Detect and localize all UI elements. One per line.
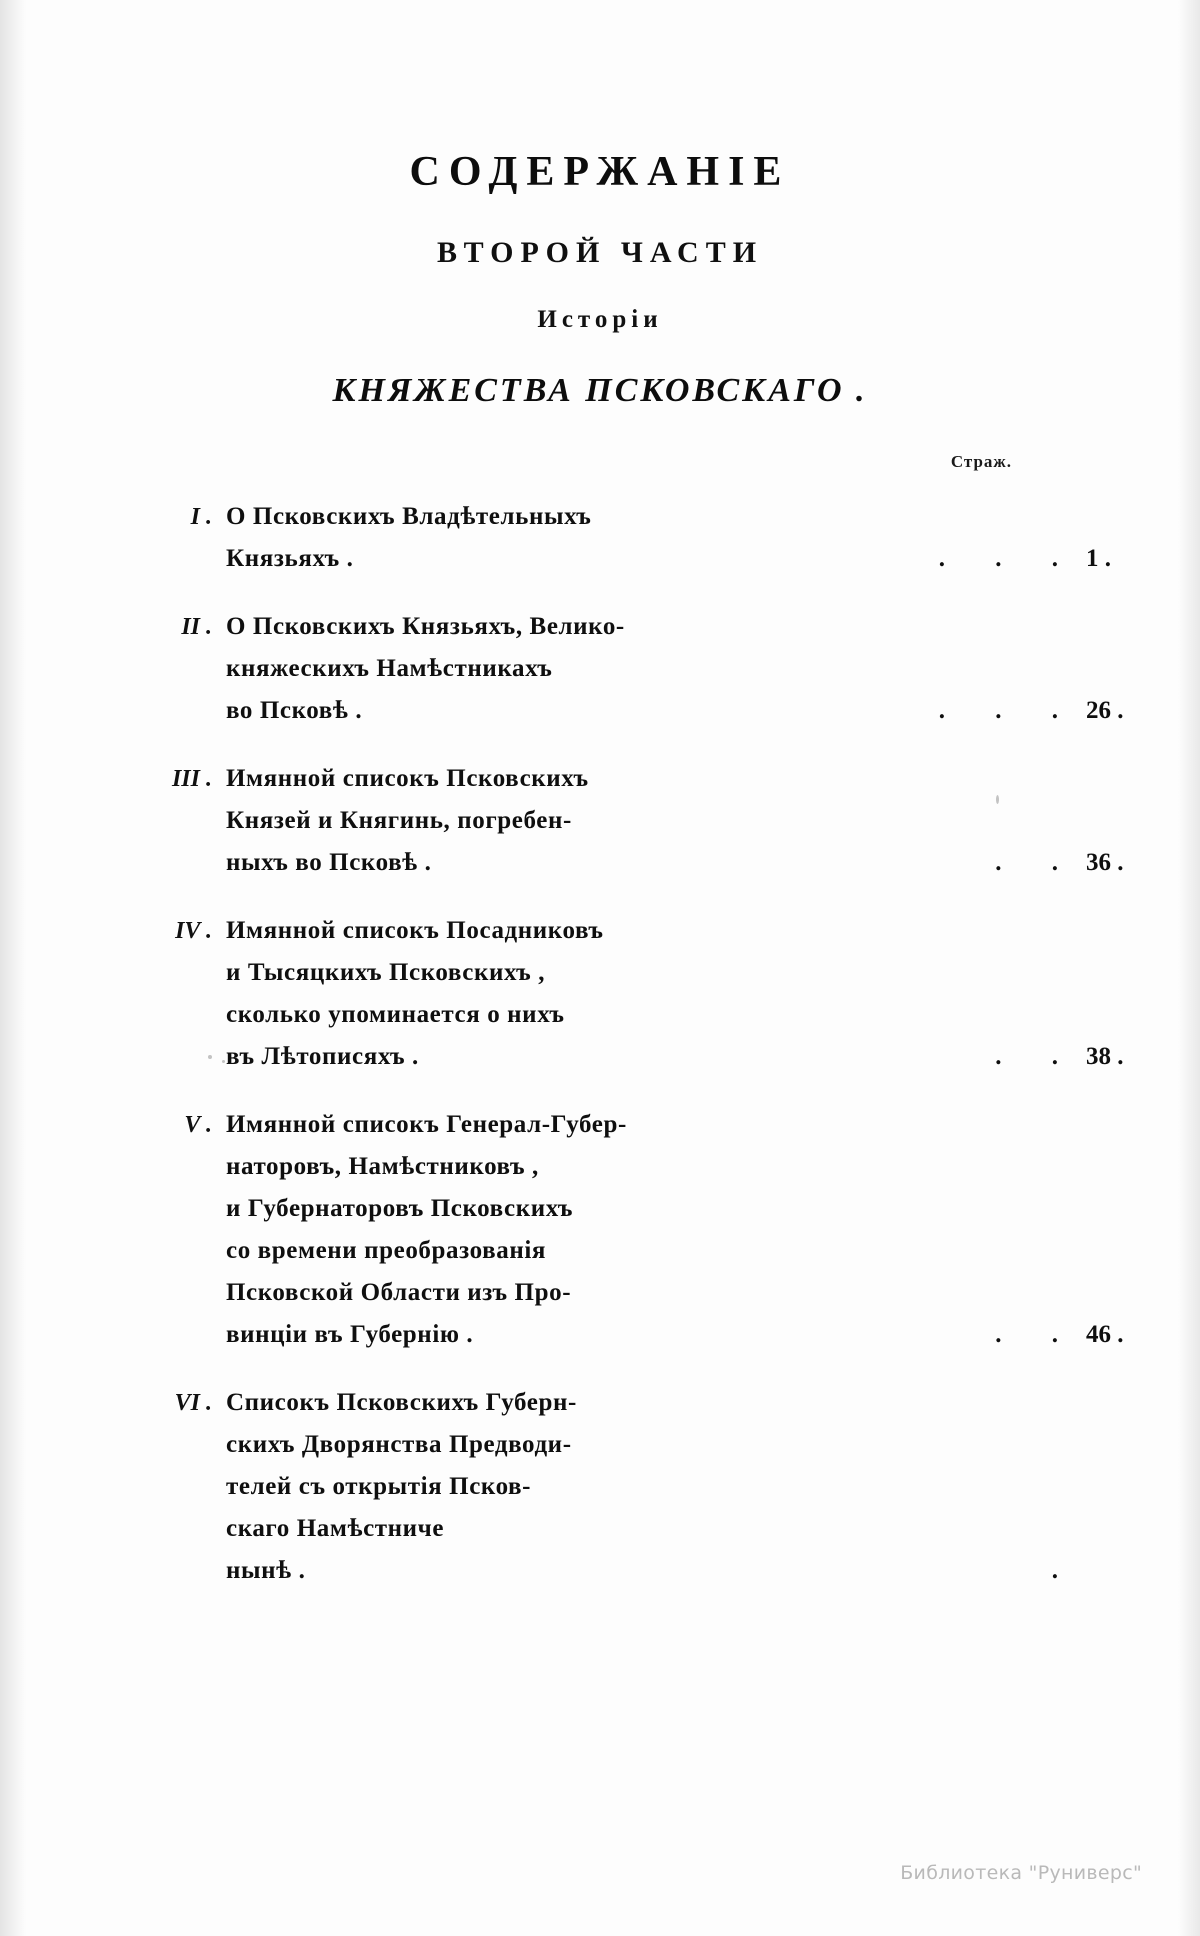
toc-entry-line: и Тысяцкихъ Псковскихъ , <box>226 959 546 986</box>
toc-entry-line-last <box>226 690 1080 732</box>
toc-entry-text <box>226 1382 1080 1592</box>
scan-speck <box>208 1055 212 1059</box>
toc-entry-line: во Псковѣ . <box>226 697 363 724</box>
toc-entry-line: Псковской Области изъ Про- <box>226 1279 572 1306</box>
toc-entry-line: сколько упоминается о нихъ <box>226 1001 565 1028</box>
page-subtitle: ВТОРОЙ ЧАСТИ <box>436 236 764 269</box>
toc-entry-line-last <box>226 1036 1080 1078</box>
page-content <box>120 120 1124 1618</box>
toc-entry-line: въ Лѣтописяхъ . <box>226 1043 419 1070</box>
toc-entry-number: I . <box>190 504 212 530</box>
toc-entry-text <box>226 1104 1124 1356</box>
toc-entry-text <box>226 496 1111 580</box>
toc-entry-number: VI . <box>174 1390 212 1416</box>
toc-leader-dots: . . <box>995 849 1080 876</box>
toc-entry-line: и Губернаторовъ Псковскихъ <box>226 1195 574 1222</box>
toc-entry-line: Списокъ Псковскихъ Губерн- <box>226 1389 577 1416</box>
toc-entry-line: телей съ открытія Псков- <box>226 1473 532 1500</box>
toc-leader-dots: . . <box>995 1043 1080 1070</box>
toc-entry-number: V . <box>184 1112 212 1138</box>
toc-entry-number: III . <box>171 766 212 792</box>
page-column-header <box>120 452 1080 488</box>
toc-entry-page: 1 . <box>1086 545 1111 572</box>
toc-entry-line: винціи въ Губернію . <box>226 1321 474 1348</box>
toc-leader-dots: . . <box>995 1321 1080 1348</box>
toc-entry-line: ныхъ во Псковѣ . <box>226 849 432 876</box>
toc-entry-line: со времени преобразованія <box>226 1237 546 1264</box>
toc-entry-line: нынѣ . <box>226 1557 306 1584</box>
toc-leader-dots: . . . <box>938 545 1080 572</box>
toc-entry-number: IV . <box>175 918 212 944</box>
toc-entry-line-last <box>226 1550 1080 1592</box>
page-title: СОДЕРЖАНІЕ <box>409 149 791 195</box>
toc-entry-line-last <box>226 538 1080 580</box>
toc-entry-line: скихъ Дворянства Предводи- <box>226 1431 572 1458</box>
toc-entry-line: О Псковскихъ Князьяхъ, Велико- <box>226 613 625 640</box>
toc-entry-line: княжескихъ Намѣстникахъ <box>226 655 553 682</box>
toc-entry-page: 38 . <box>1086 1043 1124 1070</box>
toc-leader-dots: . <box>1051 1557 1080 1584</box>
page-column-label: Страж. <box>950 452 1012 471</box>
toc-entry[interactable] <box>120 606 1124 732</box>
scan-speck <box>222 1060 225 1063</box>
toc-entry-page: 26 . <box>1086 697 1124 724</box>
toc-entry-line: Князьяхъ . <box>226 545 354 572</box>
toc-leader-dots: . . . <box>938 697 1080 724</box>
page-work-title: КНЯЖЕСТВА ПСКОВСКАГО . <box>332 372 868 409</box>
toc-entry-line: Имянной списокъ Посадниковъ <box>226 917 604 944</box>
toc-entry[interactable] <box>120 910 1124 1078</box>
toc-entry-line: наторовъ, Намѣстниковъ , <box>226 1153 539 1180</box>
toc-entry-line-last <box>226 1314 1080 1356</box>
page-subtitle-secondary: Исторіи <box>537 306 663 333</box>
toc-entry[interactable] <box>120 1382 1080 1592</box>
toc-entry-text <box>226 606 1124 732</box>
toc-entry-text <box>226 910 1124 1078</box>
scan-speck <box>996 795 999 804</box>
toc-entry[interactable] <box>120 1104 1124 1356</box>
toc-entry-line: О Псковскихъ Владѣтельныхъ <box>226 503 592 530</box>
table-of-contents <box>120 496 1124 1592</box>
toc-entry-line: Князей и Княгинь, погребен- <box>226 807 572 834</box>
toc-entry[interactable] <box>120 758 1124 884</box>
library-watermark: Библиотека "Руниверс" <box>900 1862 1142 1884</box>
toc-entry-text <box>226 758 1124 884</box>
toc-entry-line: Имянной списокъ Генерал-Губер- <box>226 1111 627 1138</box>
toc-entry-line-last <box>226 842 1080 884</box>
toc-entry[interactable] <box>120 496 1111 580</box>
toc-entry-line: Имянной списокъ Псковскихъ <box>226 765 589 792</box>
toc-entry-line: скаго Намѣстниче <box>226 1515 445 1542</box>
toc-entry-number: II . <box>181 614 212 640</box>
toc-entry-page: 46 . <box>1086 1321 1124 1348</box>
toc-entry-page: 36 . <box>1086 849 1124 876</box>
